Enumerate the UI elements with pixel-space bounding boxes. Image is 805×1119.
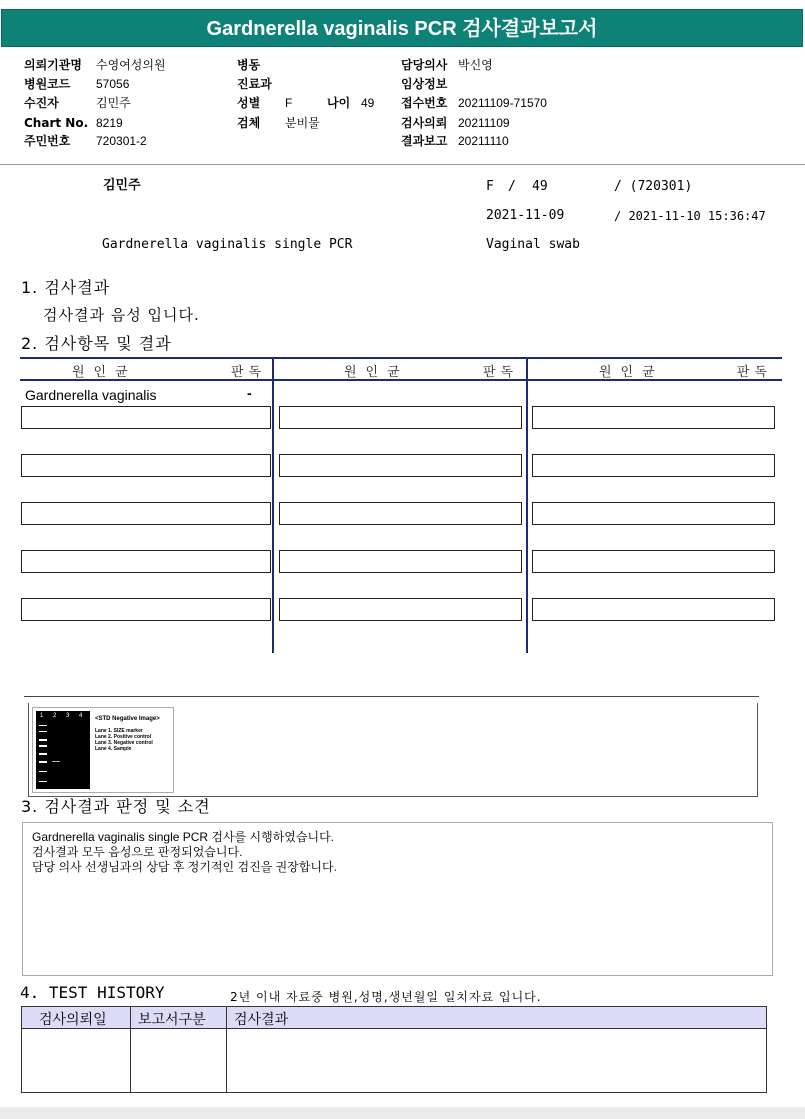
chart-row [24,116,123,130]
gel-lane-number: 4 [79,713,83,719]
section3-title: 3. 검사결과 판정 및 소견 [21,797,211,816]
table-top-line [20,357,782,359]
gel-band [39,771,47,772]
header-divider [0,164,805,165]
first-pathogen-name: Gardnerella vaginalis [25,387,157,403]
patient-value: 김민주 [96,96,131,110]
report-date-label: 결과보고 [401,134,448,148]
opinion-line: 검사결과 모두 음성으로 판정되었습니다. [32,845,243,859]
hospital-code-label: 병원코드 [24,77,71,91]
clinical-label: 임상정보 [401,77,448,91]
gel-band [39,725,47,726]
receipt-value: 20211109-71570 [458,96,547,110]
gel-band [39,781,47,782]
hospital-label: 의뢰기관명 [24,58,82,72]
history-note: 2년 이내 자료중 병원,성명,생년월일 일치자료 입니다. [230,990,542,1004]
request-row [401,116,510,130]
gel-lane-number: 3 [66,713,70,719]
gel-legend-item: Lane 3. Negative control [95,740,153,746]
report-date-row [401,134,509,148]
col2-judgment-header: 판독 [483,365,519,380]
gel-band [39,745,47,747]
hospital-value: 수영여성의원 [96,58,166,72]
table-divider-2 [526,357,528,653]
rrn-label: 주민번호 [24,134,71,148]
rrn-row [24,134,147,148]
gel-lane-number: 1 [40,713,44,719]
opinion-line: 담당 의사 선생님과의 상담 후 정기적인 검진을 권장합니다. [32,860,337,874]
col1-pathogen-header: 원인균 [72,365,137,380]
specimen-type: Vaginal swab [486,237,580,252]
specimen-value: 분비물 [285,116,320,130]
table-divider-1 [272,357,274,653]
request-label: 검사의뢰 [401,116,448,130]
result-cell [279,406,522,429]
result-cell [21,454,271,477]
sex-age-slash: / [508,179,516,194]
patient-age: 49 [532,179,548,194]
result-cell [21,598,271,621]
age-value: 49 [361,96,375,110]
opinion-box [22,822,773,976]
section1-result: 검사결과 음성 입니다. [43,306,200,324]
patient-label: 수진자 [24,96,59,110]
doctor-value: 박신영 [458,58,493,72]
sex-label: 성별 [237,96,261,110]
gel-band [39,753,47,755]
patient-name: 김민주 [103,178,141,193]
history-col-report-type: 보고서구분 [138,1012,206,1028]
gel-legend-item: Lane 4. Sample [95,746,132,752]
history-col-result: 검사결과 [234,1012,289,1028]
history-col-divider [130,1007,131,1092]
age-label: 나이 [327,96,351,110]
section1-title: 1. 검사결과 [21,278,111,297]
col1-judgment-header: 판독 [231,365,267,380]
gel-legend-item: Lane 1. SIZE marker [95,728,143,734]
gel-legend [95,716,160,752]
history-col-request-date: 검사의뢰일 [39,1012,107,1028]
gel-lane-number: 2 [53,713,57,719]
result-cell [279,502,522,525]
result-cell [21,406,271,429]
first-pathogen-result: - [247,385,252,401]
sex-value: F [285,96,293,110]
section2-title: 2. 검사항목 및 결과 [21,334,172,353]
col3-pathogen-header: 원인균 [599,365,664,380]
col2-pathogen-header: 원인균 [344,365,409,380]
result-cell [532,550,775,573]
hospital-code-row [24,77,129,91]
result-cell [532,598,775,621]
gel-legend-item: Lane 2. Positive control [95,734,152,740]
dept-label: 진료과 [237,77,272,91]
specimen-row [237,116,320,130]
history-table [21,1006,767,1093]
result-cell [532,502,775,525]
gel-band [39,739,47,741]
opinion-line: Gardnerella vaginalis single PCR 검사를 시행하였습니다. [32,830,335,844]
chart-value: 8219 [96,116,123,130]
gel-electrophoresis-image [36,711,90,789]
col3-judgment-header: 판독 [737,365,773,380]
report-date-value: 20211110 [458,134,509,148]
doctor-label: 담당의사 [401,58,448,72]
doctor-row [401,58,493,72]
patient-birth: / (720301) [614,179,693,194]
receipt-label: 접수번호 [401,96,448,110]
result-cell [279,550,522,573]
receipt-row [401,96,547,110]
hospital-code-value: 57056 [96,77,130,91]
gel-band [39,731,47,732]
result-cell [532,454,775,477]
request-value: 20211109 [458,116,510,130]
rrn-value: 720301-2 [96,134,147,148]
ward-label: 병동 [237,58,261,72]
result-cell [21,502,271,525]
clinical-row [401,77,458,91]
result-cell [21,550,271,573]
report-datetime: / 2021-11-10 15:36:47 [614,209,766,223]
section4-title: 4. TEST HISTORY [20,983,165,1002]
test-name: Gardnerella vaginalis single PCR [102,237,353,252]
gel-image-card [32,707,174,793]
gel-legend-title: <STD Negative Image> [95,716,160,722]
gel-band [52,761,60,762]
gel-area-divider [24,696,759,697]
patient-row [24,96,131,110]
report-title: Gardnerella vaginalis PCR 검사결과보고서 [1,9,803,47]
ward-row [237,58,285,72]
result-cell [279,598,522,621]
patient-sex: F [486,179,494,194]
result-cell [532,406,775,429]
request-date: 2021-11-09 [486,208,565,223]
sex-row [237,96,374,110]
history-table-header [22,1007,766,1029]
chart-label: Chart No. [24,116,89,130]
specimen-label: 검체 [237,116,261,130]
gel-band [39,761,47,763]
hospital-row [24,58,166,72]
history-col-divider [226,1007,227,1092]
dept-row [237,77,285,91]
result-cell [279,454,522,477]
